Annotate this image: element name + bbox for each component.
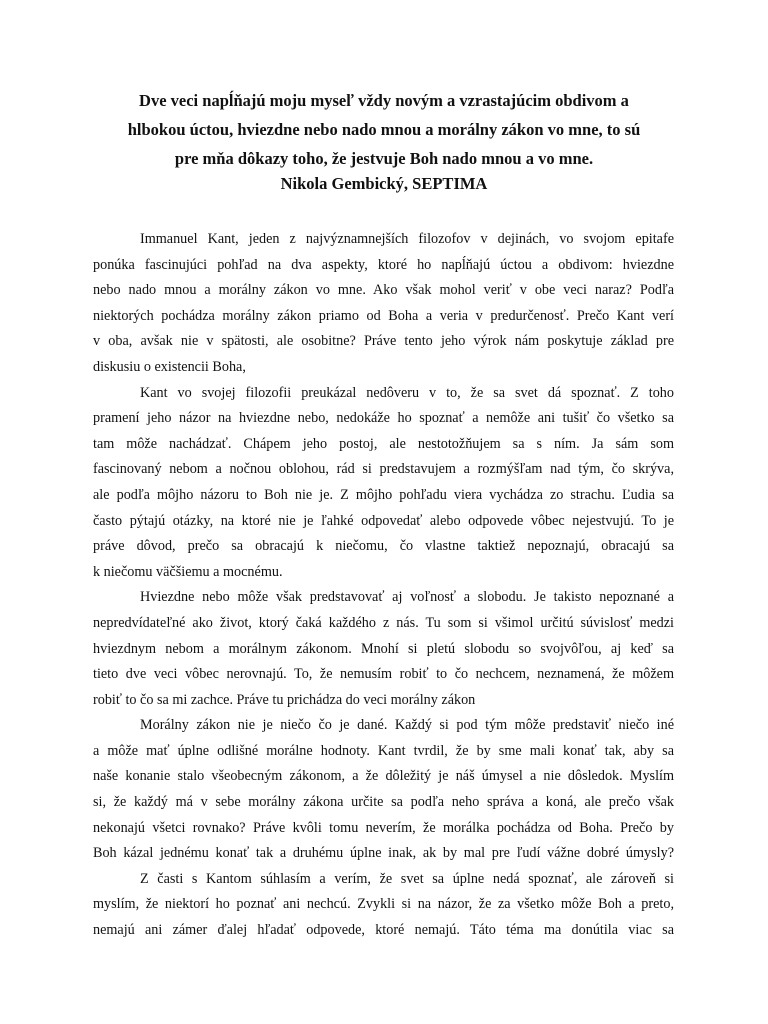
paragraph-line: myslím, že niektorí ho poznať ani nechcú. Zvykli si na názor, že za všetko môže Boh a preto, (93, 896, 674, 913)
paragraph-line: naše konanie stalo všeobecným zákonom, a že dôležitý je náš úmysel a nie dôsledok. Myslím (93, 768, 674, 785)
paragraph-line: nepredvídateľné ako život, ktorý čaká každého z nás. Tu som si všimol určitú súvislosť medzi (93, 614, 674, 631)
paragraph-line: diskusiu o existencii Boha, (93, 358, 246, 375)
paragraph-line: hviezdnym nebom a morálnym zákonom. Mnohí si pletú slobodu so svojvôľou, aj keď sa (93, 640, 674, 657)
paragraph (93, 585, 674, 713)
paragraph-line: k niečomu väčšiemu a mocnému. (93, 563, 283, 580)
paragraph-line: a môže mať úplne odlišné morálne hodnoty. Kant tvrdil, že by sme mali konať tak, aby sa (93, 742, 674, 759)
paragraph-line: pramení jeho názor na hviezdne nebo, nedokáže ho spoznať a nemôže ani tušiť čo všetko sa (93, 410, 674, 427)
essay-title-block (95, 86, 673, 198)
paragraph-line: nebo nado mnou a morálny zákon vo mne. Ako však mohol veriť v obe veci naraz? Podľa (93, 282, 674, 299)
paragraph-line: často pýtajú otázky, na ktoré nie je ľahké odpovedať alebo odpovede vôbec nejestvujú. To je (93, 512, 674, 529)
essay-title-line: pre mňa dôkazy toho, že jestvuje Boh nado mnou a vo mne. (174, 149, 594, 168)
paragraph-line: ale podľa môjho názoru to Boh nie je. Z môjho pohľadu viera vychádza zo strachu. Ľudia sa (93, 486, 674, 503)
essay-title-line: Dve veci napĺňajú moju myseľ vždy novým a vzrastajúcim obdivom a (139, 91, 629, 110)
essay-body (93, 227, 674, 944)
paragraph-line: robiť to čo sa mi zachce. Práve tu prichádza do veci morálny zákon (93, 691, 476, 708)
paragraph-line: Boh kázal jednému konať tak a druhému úplne inak, ak by mal pre ľudí vážne dobré úmysly? (93, 845, 674, 862)
paragraph-line: si, že každý má v sebe morálny zákona určite sa podľa neho správa a koná, ale prečo však (93, 794, 674, 811)
paragraph-line: tam môže nachádzať. Chápem jeho postoj, ale nestotožňujem sa s ním. Ja sám som (93, 435, 674, 452)
paragraph (93, 713, 674, 867)
author-line: Nikola Gembický, SEPTIMA (280, 174, 488, 193)
paragraph-line: fascinovaný nebom a nočnou oblohou, rád si predstavujem a rozmýšľam nad tým, čo skrýva, (93, 461, 674, 478)
paragraph-line: ponúka fascinujúci pohľad na dva aspekty, ktoré ho napĺňajú úctou a obdivom: hviezdne (93, 256, 674, 273)
paragraph (93, 867, 674, 944)
paragraph-line: Kant vo svojej filozofii preukázal nedôveru v to, že sa svet dá spoznať. Z toho (140, 384, 674, 401)
paragraph-line: Morálny zákon nie je niečo čo je dané. Každý si pod tým môže predstaviť niečo iné (140, 717, 674, 734)
paragraph (93, 227, 674, 381)
paragraph (93, 381, 674, 586)
paragraph-line: Immanuel Kant, jeden z najvýznamnejších filozofov v dejinách, vo svojom epitafe (140, 231, 674, 247)
paragraph-line: nemajú ani zámer ďalej hľadať odpovede, ktoré nemajú. Táto téma ma donútila viac sa (93, 922, 674, 939)
paragraph-line: Hviezdne nebo môže však predstavovať aj voľnosť a slobodu. Je takisto nepoznané a (140, 589, 674, 606)
paragraph-line: v oba, avšak nie v spätosti, ale osobitne? Práve tento jeho výrok nám poskytuje základ pre (93, 333, 674, 350)
essay-title-line: hlbokou úctou, hviezdne nebo nado mnou a morálny zákon vo mne, to sú (127, 120, 641, 139)
paragraph-line: niektorých pochádza morálny zákon priamo od Boha a veria v predurčenosť. Prečo Kant verí (93, 307, 674, 324)
paragraph-line: práve dôvod, prečo sa obracajú k niečomu, čo vlastne taktiež nepoznajú, obracajú sa (93, 538, 674, 555)
paragraph-line: tieto dve veci vôbec nerovnajú. To, že nemusím robiť to čo nechcem, neznamená, že môžem (93, 666, 674, 683)
paragraph-line: Z časti s Kantom súhlasím a verím, že svet sa úplne nedá spoznať, ale zároveň si (140, 870, 674, 887)
paragraph-line: nekonajú všetci rovnako? Práve kvôli tomu neverím, že morálka pochádza od Boha. Prečo by (93, 819, 674, 836)
